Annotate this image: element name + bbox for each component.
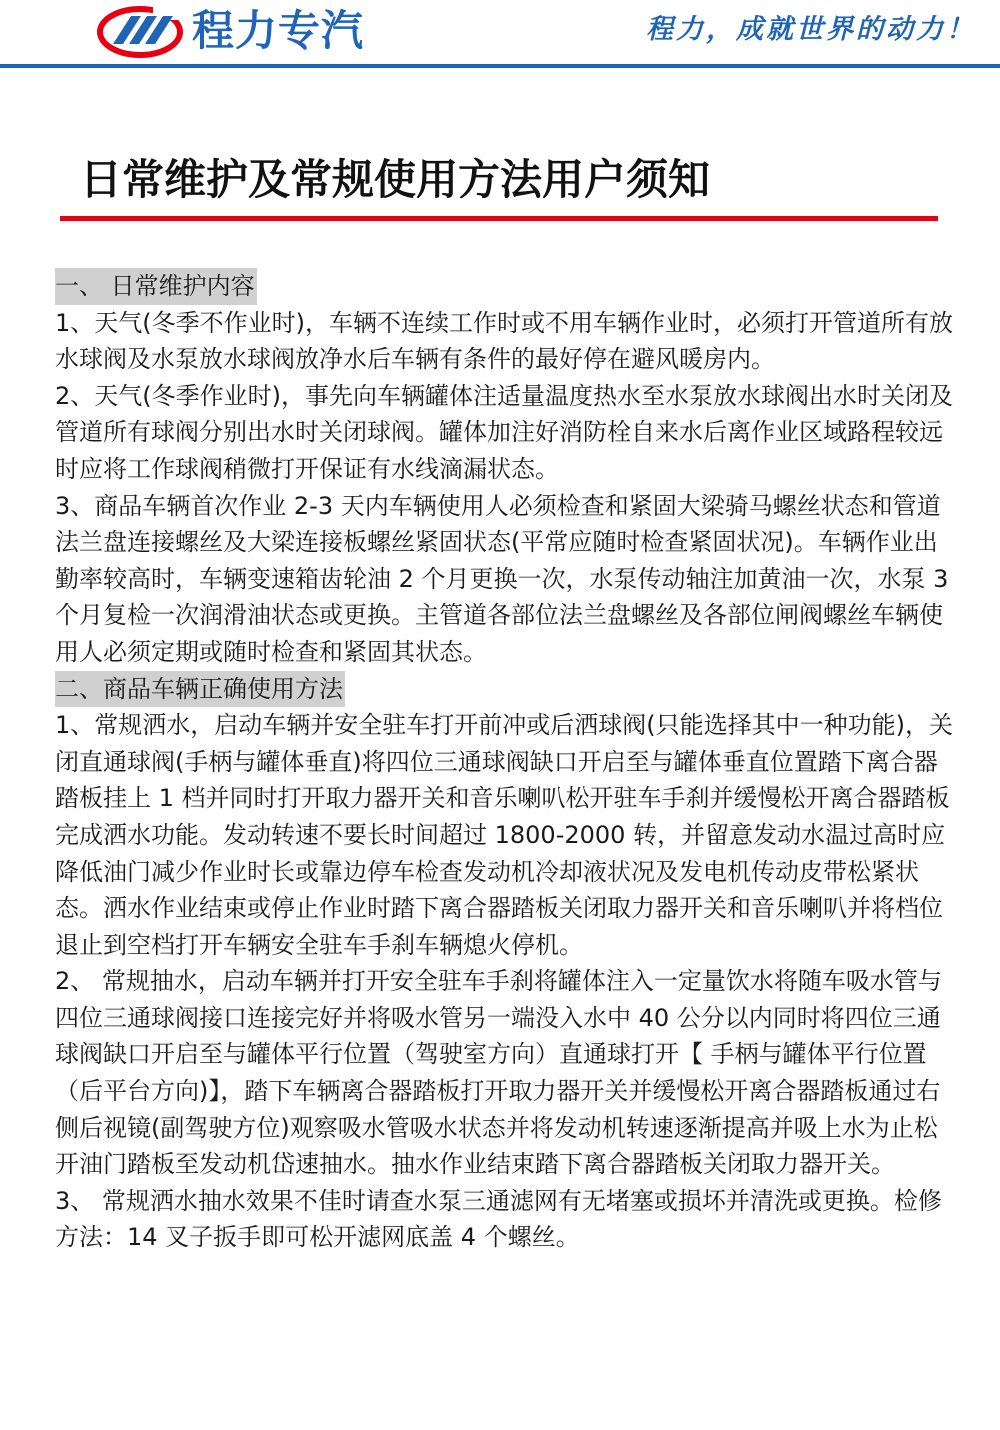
header-divider: [0, 64, 1000, 68]
paragraph: 2、天气(冬季作业时)，事先向车辆罐体注适量温度热水至水泵放水球阀出水时关闭及管道所有球阀分别出水时关闭球阀。罐体加注好消防栓自来水后离作业区域路程较远时应将工作球阀稍微打开保证有水线滴漏状态。: [55, 381, 953, 483]
paragraph: 1、常规洒水，启动车辆并安全驻车打开前冲或后洒球阀(只能选择其中一种功能)，关闭直通球阀(手柄与罐体垂直)将四位三通球阀缺口开启至与罐体垂直位置踏下离合器踏板挂上 1 档并同时打开取力器开关和音乐喇叭松开驻车手刹并缓慢松开离合器踏板完成洒水功能。发动转速不要长时间超过 1800-2000 转，并留意发动水温过高时应降低油门减少作业时长或靠边停车检查发动机冷却液状况及发电机传动皮带松紧状态。洒水作业结束或停止作业时踏下离合器踏板关闭取力器开关和音乐喇叭并将档位退止到空档打开车辆安全驻车手刹车辆熄火停机。: [55, 711, 953, 959]
section-heading-text: 一、 日常维护内容: [55, 268, 257, 305]
paragraph: 3、 常规洒水抽水效果不佳时请查水泵三通滤网有无堵塞或损坏并清洗或更换。检修方法：14 叉子扳手即可松开滤网底盖 4 个螺丝。: [55, 1186, 942, 1252]
brand-name: 程力专汽: [192, 6, 365, 55]
section-heading: [55, 671, 955, 708]
chengli-logo-icon: [95, 4, 185, 60]
paragraph: 1、天气(冬季不作业时)，车辆不连续工作时或不用车辆作业时，必须打开管道所有放水球阀及水泵放水球阀放净水后车辆有条件的最好停在避风暖房内。: [55, 308, 953, 374]
section-heading: [55, 268, 955, 305]
document-body: [55, 268, 955, 1256]
paragraph: 3、商品车辆首次作业 2-3 天内车辆使用人必须检查和紧固大梁骑马螺丝状态和管道法兰盘连接螺丝及大梁连接板螺丝紧固状态(平常应随时检查紧固状况)。车辆作业出勤率较高时，车辆变速箱齿轮油 2 个月更换一次，水泵传动轴注加黄油一次，水泵 3 个月复检一次润滑油状态或更换。主管道各部位法兰盘螺丝及各部位闸阀螺丝车辆使用人必须定期或随时检查和紧固其状态。: [55, 491, 949, 666]
paragraph: 2、 常规抽水，启动车辆并打开安全驻车手刹将罐体注入一定量饮水将随车吸水管与四位三通球阀接口连接完好并将吸水管另一端没入水中 40 公分以内同时将四位三通球阀缺口开启至与罐体平行位置（驾驶室方向）直通球打开【 手柄与罐体平行位置（后平台方向)】，踏下车辆离合器踏板打开取力器开关并缓慢松开离合器踏板通过右侧后视镜(副驾驶方位)观察吸水管吸水状态并将发动机转速逐渐提高并吸上水为止松开油门踏板至发动机岱速抽水。抽水作业结束踏下离合器踏板关闭取力器开关。: [55, 967, 942, 1179]
document-title: 日常维护及常规使用方法用户须知: [80, 155, 711, 204]
title-underline: [60, 216, 938, 221]
section-heading-text: 二、商品车辆正确使用方法: [55, 671, 345, 708]
brand-slogan: 程力，成就世界的动力！: [646, 14, 976, 45]
page-header: [0, 0, 1000, 64]
